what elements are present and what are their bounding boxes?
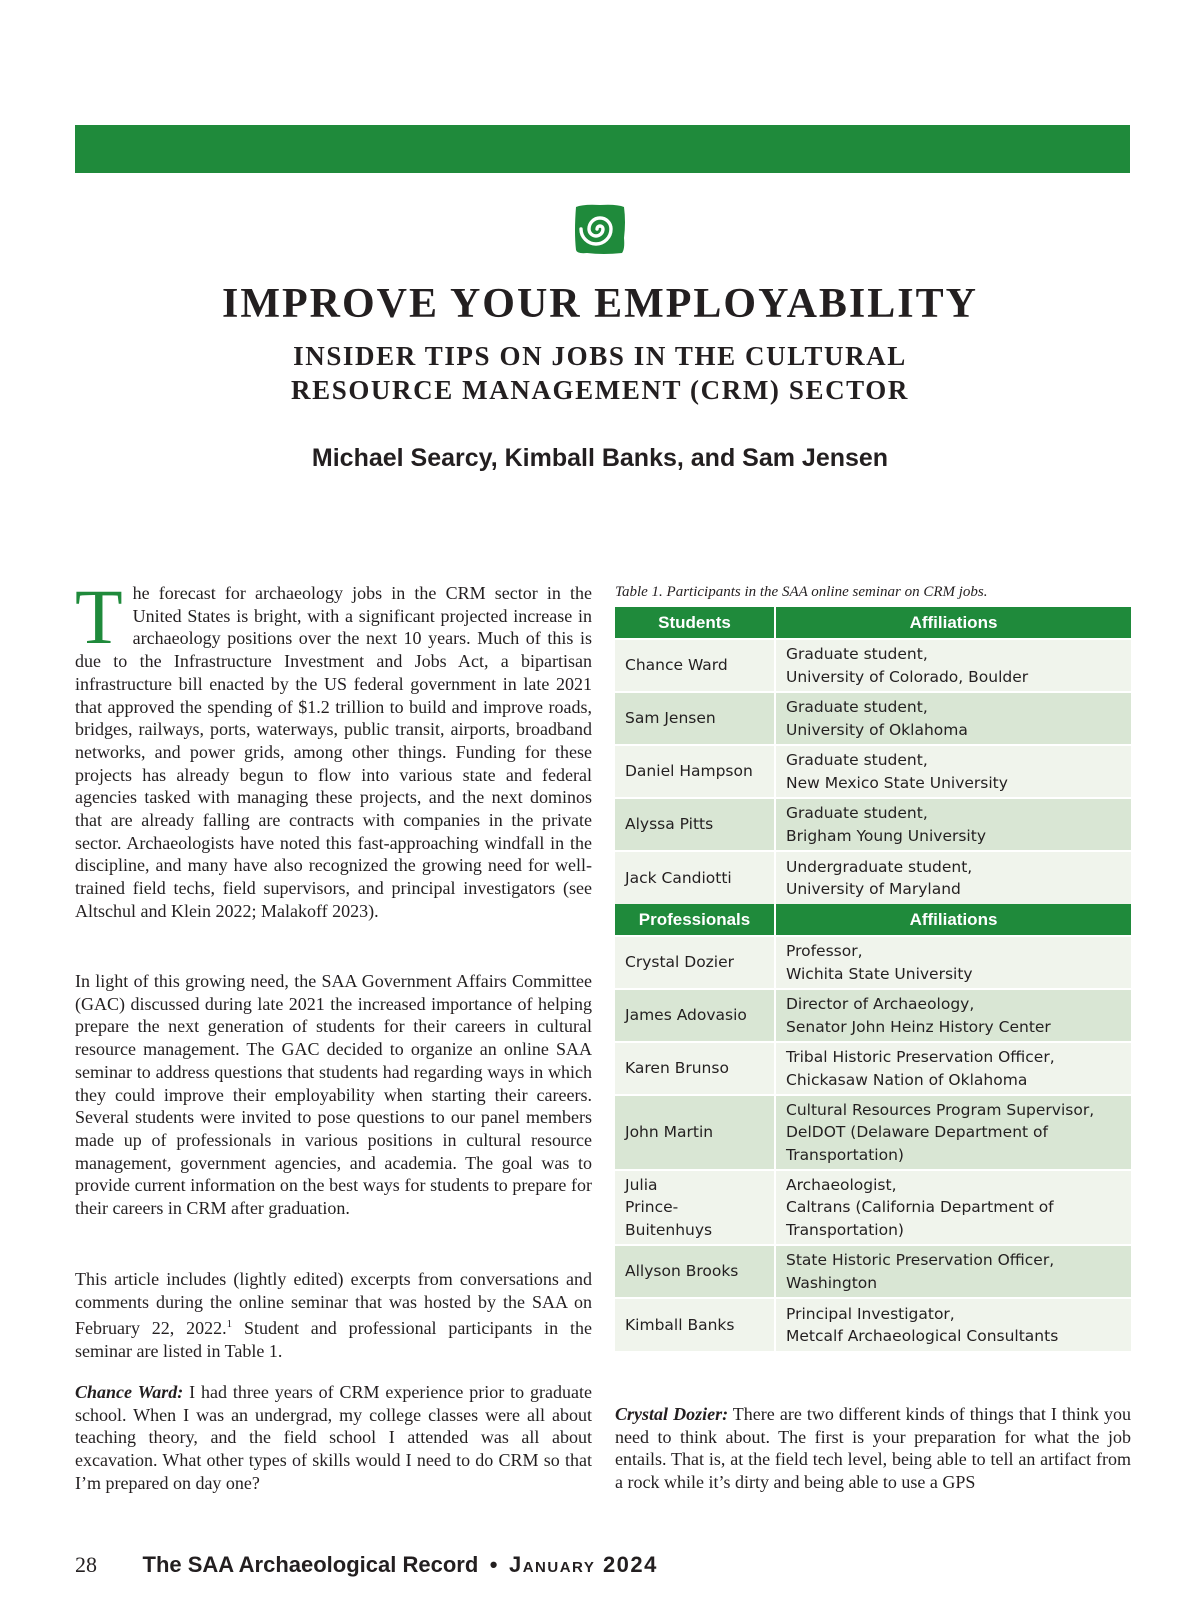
participant-affiliation: Undergraduate student, University of Maryland <box>775 851 1131 904</box>
footnote-marker[interactable]: 1 <box>226 1318 233 1331</box>
participants-table <box>615 607 1131 1351</box>
participant-affiliation: Tribal Historic Preservation Officer, Chickasaw Nation of Oklahoma <box>775 1042 1131 1095</box>
table-row <box>615 936 1131 989</box>
article-title: IMPROVE YOUR EMPLOYABILITY <box>222 281 978 327</box>
participant-name: Allyson Brooks <box>615 1245 775 1298</box>
participant-affiliation: State Historic Preservation Officer, Washington <box>775 1245 1131 1298</box>
table-row <box>615 851 1131 904</box>
body-paragraph-3 <box>75 1268 592 1363</box>
right-paragraph-text: There are two different kinds of things that I think you need to think about. The first is your preparation for what the job entails. That is, at the field tech level, being able to tell an artifact from a rock while it’s dirty and being able to use a GPS <box>615 1404 1131 1493</box>
drop-cap: T <box>75 573 123 660</box>
paragraph-3-text-b: Student and professional participants in the seminar are listed in Table 1. <box>75 1318 592 1362</box>
speaker-name: Chance Ward: <box>75 1382 184 1402</box>
table-row <box>615 1170 1131 1245</box>
participant-affiliation: Graduate student, University of Oklahoma <box>775 692 1131 745</box>
participant-name: Alyssa Pitts <box>615 798 775 851</box>
participant-affiliation: Graduate student, University of Colorado, Boulder <box>775 639 1131 692</box>
article-subtitle-line-2: RESOURCE MANAGEMENT (CRM) SECTOR <box>291 375 909 405</box>
table-row <box>615 639 1131 692</box>
participant-affiliation: Principal Investigator, Metcalf Archaeological Consultants <box>775 1298 1131 1351</box>
table-row <box>615 1095 1131 1170</box>
participant-name: Jack Candiotti <box>615 851 775 904</box>
participant-name: Karen Brunso <box>615 1042 775 1095</box>
table-row <box>615 1042 1131 1095</box>
article-authors: Michael Searcy, Kimball Banks, and Sam Jensen <box>311 444 889 472</box>
table-row <box>615 1298 1131 1351</box>
table-row <box>615 692 1131 745</box>
participant-affiliation: Graduate student, Brigham Young University <box>775 798 1131 851</box>
bullet-separator: • <box>489 1552 498 1577</box>
table-caption: Table 1. Participants in the SAA online seminar on CRM jobs. <box>615 584 988 600</box>
affiliations-header: Affiliations <box>775 607 1131 639</box>
body-paragraph-4 <box>75 1381 592 1495</box>
participant-name: James Adovasio <box>615 989 775 1042</box>
participant-name: Sam Jensen <box>615 692 775 745</box>
table-row <box>615 798 1131 851</box>
participant-name: Julia Prince-Buitenhuys <box>615 1170 775 1245</box>
participant-name: Kimball Banks <box>615 1298 775 1351</box>
participant-affiliation: Cultural Resources Program Supervisor, DelDOT (Delaware Department of Transportation) <box>775 1095 1131 1170</box>
affiliations-header: Affiliations <box>775 904 1131 936</box>
table-row <box>615 1245 1131 1298</box>
page-number: 28 <box>75 1552 97 1577</box>
body-paragraph-right <box>615 1403 1131 1494</box>
students-header: Students <box>615 607 775 639</box>
participant-affiliation: Professor, Wichita State University <box>775 936 1131 989</box>
speaker-name: Crystal Dozier: <box>615 1404 729 1424</box>
participant-name: John Martin <box>615 1095 775 1170</box>
participant-name: Chance Ward <box>615 639 775 692</box>
paragraph-2-text: In light of this growing need, the SAA Government Affairs Committee (GAC) discussed during late 2021 the increased importance of helping prepare the next generation of students for their careers in cultural resource management. The GAC decided to organize an online SAA seminar to address questions that students had regarding ways in which they could improve their employability when starting their careers. Several students were invited to pose questions to our panel members made up of professionals in various positions in cultural resource management, government agencies, and academia. The goal was to provide current information on the best ways for students to prepare for their careers in CRM after graduation. <box>75 971 592 1219</box>
body-paragraph-1 <box>75 573 592 923</box>
participant-affiliation: Archaeologist, Caltrans (California Department of Transportation) <box>775 1170 1131 1245</box>
body-paragraph-2 <box>75 970 592 1220</box>
journal-name: The SAA Archaeological Record <box>142 1552 479 1577</box>
professionals-header: Professionals <box>615 904 775 936</box>
participant-affiliation: Director of Archaeology, Senator John Heinz History Center <box>775 989 1131 1042</box>
participant-name: Daniel Hampson <box>615 745 775 798</box>
spiral-logo-icon <box>573 202 627 256</box>
table-row <box>615 745 1131 798</box>
paragraph-1-text: he forecast for archaeology jobs in the CRM sector in the United States is bright, with a significant projected increase in archaeology positions over the next 10 years. Much of this is due to the Infrastructure Investment and Jobs Act, a bipartisan infrastructure bill enacted by the US federal government in late 2021 that approved the spending of $1.2 trillion to build and improve roads, bridges, railways, ports, waterways, public transit, airports, broadband networks, and power grids, among other things. Funding for these projects has already begun to flow into various state and federal agencies tasked with managing these projects, and the next dominos that are already falling are contracts with companies in the private sector. Archaeologists have noted this fast-approaching windfall in the discipline, and many have also recognized the growing need for well-trained field techs, field supervisors, and principal investigators (see Altschul and Klein 2022; Malakoff 2023). <box>75 583 592 921</box>
participant-name: Crystal Dozier <box>615 936 775 989</box>
table-header-row <box>615 607 1131 639</box>
paragraph-4-text: I had three years of CRM experience prior to graduate school. When I was an undergrad, my college classes were all about teaching theory, and the field school I attended was all about excavation. What other types of skills would I need to do CRM so that I’m prepared on day one? <box>75 1382 592 1493</box>
paragraph-3-text-a: This article includes (lightly edited) excerpts from conversations and comments during the online seminar that was hosted by the SAA on February 22, 2022. <box>75 1269 592 1339</box>
table-header-row <box>615 904 1131 936</box>
article-subtitle-line-1: INSIDER TIPS ON JOBS IN THE CULTURAL <box>293 341 907 371</box>
page-footer <box>75 1552 658 1578</box>
participant-affiliation: Graduate student, New Mexico State University <box>775 745 1131 798</box>
header-color-band <box>75 125 1130 173</box>
issue-date: January 2024 <box>508 1552 658 1577</box>
table-row <box>615 989 1131 1042</box>
